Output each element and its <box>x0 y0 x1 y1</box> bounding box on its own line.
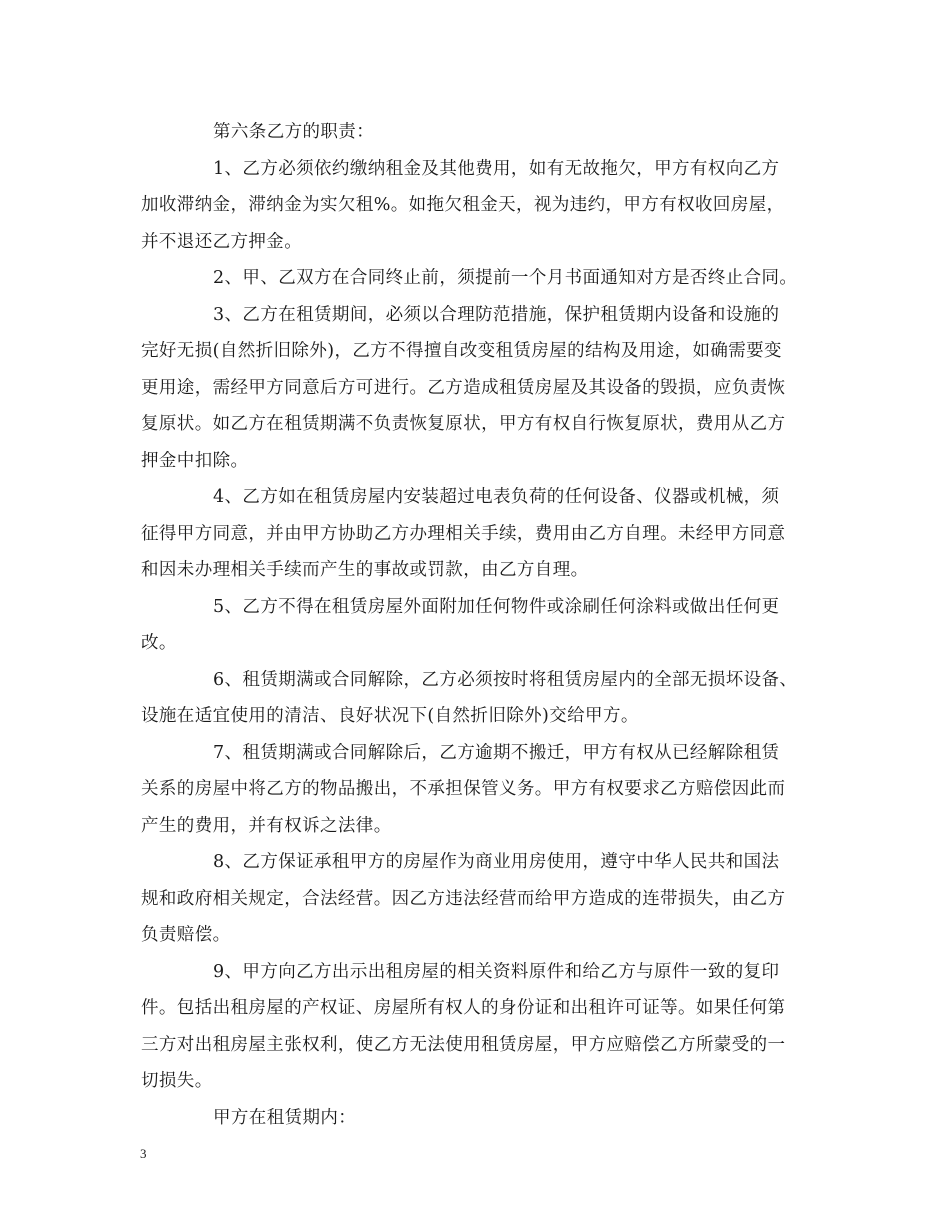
clause-line: 押金中扣除。 <box>141 450 249 471</box>
clause-line: 并不退还乙方押金。 <box>141 231 303 252</box>
clause-paragraph <box>141 844 813 954</box>
clause-line: 8、乙方保证承租甲方的房屋作为商业用房使用，遵守中华人民共和国法 <box>213 852 780 872</box>
clause-line: 4、乙方如在租赁房屋内安装超过电表负荷的任何设备、仪器或机械，须 <box>213 487 780 507</box>
clause-list <box>141 151 813 1100</box>
clause-line: 设施在适宜使用的清洁、良好状况下(自然折旧除外)交给甲方。 <box>141 706 639 726</box>
clause-paragraph <box>141 297 813 480</box>
page-number: 3 <box>140 1146 147 1161</box>
clause-paragraph <box>141 151 813 261</box>
clause-line: 规和政府相关规定，合法经营。因乙方违法经营而给甲方造成的连带损失，由乙方 <box>141 888 786 909</box>
clause-line: 负责赔偿。 <box>141 925 231 945</box>
clause-line: 件。包括出租房屋的产权证、房屋所有权人的身份证和出租许可证等。如果任何第 <box>141 998 786 1018</box>
clause-line: 三方对出租房屋主张权利，使乙方无法使用租赁房屋，甲方应赔偿乙方所蒙受的一 <box>141 1034 786 1055</box>
clause-line: 更用途，需经甲方同意后方可进行。乙方造成租赁房屋及其设备的毁损，应负责恢 <box>141 377 786 398</box>
clause-paragraph <box>141 260 813 297</box>
clause-line: 3、乙方在租赁期间，必须以合理防范措施，保护租赁期内设备和设施的 <box>213 304 780 325</box>
clause-line: 2、甲、乙双方在合同终止前，须提前一个月书面通知对方是否终止合同。 <box>213 268 798 288</box>
clause-line: 加收滞纳金，滞纳金为实欠租%。如拖欠租金天，视为违约，甲方有权收回房屋， <box>141 195 785 215</box>
document-body <box>141 114 813 1136</box>
clause-line: 7、租赁期满或合同解除后，乙方逾期不搬迁，甲方有权从已经解除租赁 <box>213 742 780 763</box>
clause-line: 6、租赁期满或合同解除，乙方必须按时将租赁房屋内的全部无损坏设备、 <box>213 669 798 690</box>
clause-line: 1、乙方必须依约缴纳租金及其他费用，如有无故拖欠，甲方有权向乙方 <box>213 158 780 179</box>
section-heading: 第六条乙方的职责： <box>213 122 375 142</box>
clause-line: 复原状。如乙方在租赁期满不负责恢复原状，甲方有权自行恢复原状，费用从乙方 <box>141 414 786 434</box>
clause-line: 切损失。 <box>141 1071 213 1091</box>
clause-paragraph <box>141 662 813 735</box>
clause-line: 完好无损(自然折旧除外)，乙方不得擅自改变租赁房屋的结构及用途，如确需要变 <box>141 341 782 361</box>
clause-paragraph <box>141 954 813 1100</box>
closing-line: 甲方在租赁期内： <box>213 1107 357 1128</box>
clause-line: 改。 <box>141 633 177 653</box>
clause-line: 9、甲方向乙方出示出租房屋的相关资料原件和给乙方与原件一致的复印 <box>213 961 780 982</box>
clause-line: 和因未办理相关手续而产生的事故或罚款，由乙方自理。 <box>141 560 589 580</box>
clause-line: 产生的费用，并有权诉之法律。 <box>141 815 392 836</box>
clause-paragraph <box>141 735 813 845</box>
clause-line: 关系的房屋中将乙方的物品搬出，不承担保管义务。甲方有权要求乙方赔偿因此而 <box>141 779 786 799</box>
clause-line: 5、乙方不得在租赁房屋外面附加任何物件或涂刷任何涂料或做出任何更 <box>213 596 780 617</box>
clause-paragraph <box>141 589 813 662</box>
clause-paragraph <box>141 479 813 589</box>
clause-line: 征得甲方同意，并由甲方协助乙方办理相关手续，费用由乙方自理。未经甲方同意 <box>141 523 786 544</box>
